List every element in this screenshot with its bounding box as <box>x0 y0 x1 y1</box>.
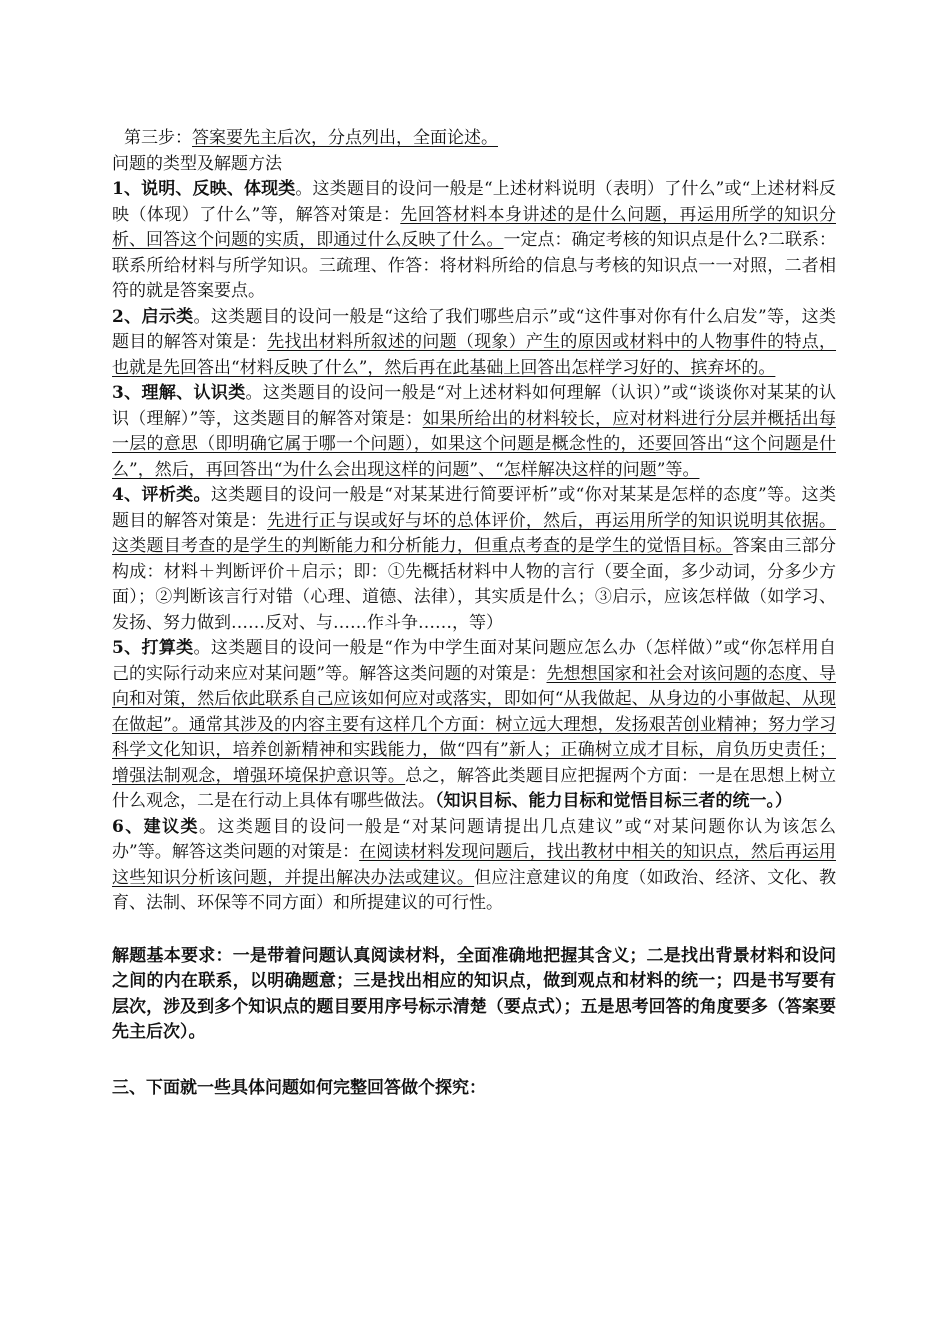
step-three-text: 答案要先主后次，分点列出，全面论述。 <box>192 128 498 148</box>
item-2-intro: 。这类题目的设问一般是“这给了我们哪些启示”或“这件事对你有什么启发”等，这类题目的解答对策是： <box>112 306 836 352</box>
item-6-paragraph <box>112 815 836 917</box>
item-3-paragraph <box>112 381 836 483</box>
item-2-title: 2、启示类 <box>112 306 194 327</box>
item-6-intro: 。这类题目的设问一般是“对某问题请提出几点建议”或“对某问题你认为该怎么办”等。解答这类问题的对策是： <box>112 816 836 862</box>
item-3-key: 如果所给出的材料较长，应对材料进行分层并概括出每一层的意思（即明确它属于哪一个问题），如果这个问题是概念性的，还要回答出“这个问题是什么”，然后，再回答出“为什么会出现这样的问题”、“怎样解决这样的问题”等。 <box>112 408 836 480</box>
item-6-tail: 但应注意建议的角度（如政治、经济、文化、教育、法制、环保等不同方面）和所提建议的可行性。 <box>112 867 837 913</box>
requirements-paragraph: 解题基本要求：一是带着问题认真阅读材料，全面准确地把握其含义；二是找出背景材料和设问之间的内在联系，以明确题意；三是找出相应的知识点，做到观点和材料的统一；四是书写要有层次，涉及到多个知识点的题目要用序号标示清楚（要点式）；五是思考回答的角度要多（答案要先主后次）。 <box>112 945 836 1042</box>
document-page <box>112 126 836 1101</box>
item-1-intro: 。这类题目的设问一般是“上述材料说明（表明）了什么”或“上述材料反映（体现）了什么”等，解答对策是： <box>112 179 836 225</box>
item-6-key: 在阅读材料发现问题后，找出教材中相关的知识点，然后再运用这些知识分析该问题，并提出解决办法或建议。 <box>112 842 836 888</box>
item-1-title: 1、说明、反映、体现类 <box>112 179 296 199</box>
part-three-heading: 三、下面就一些具体问题如何完整回答做个探究： <box>112 1077 486 1098</box>
item-5-tail: 总之，解答此类题目应把握两个方面：一是在思想上树立什么观念，二是在行动上具体有哪些做法。 <box>112 765 837 811</box>
item-2-paragraph <box>112 305 836 382</box>
item-4-title: 4、评析类。 <box>112 485 211 505</box>
item-4-paragraph <box>112 483 836 636</box>
section-heading: 问题的类型及解题方法 <box>112 153 282 174</box>
item-5-intro: 。这类题目的设问一般是“作为中学生面对某问题应怎么办（怎样做）”或“你怎样用自己的实际行动来应对某问题”等。解答这类问题的对策是： <box>112 638 836 684</box>
item-3-title: 3、理解、认识类 <box>112 383 246 403</box>
item-5-key: 先想想国家和社会对该问题的态度、导向和对策，然后依此联系自己应该如何应对或落实，即如何“从我做起、从身边的小事做起、从现在做起”。通常其涉及的内容主要有这样几个方面：树立远大理想，发扬艰苦创业精神；努力学习科学文化知识，培养创新精神和实践能力，做“四有”新人；正确树立成才目标，肩负历史责任；增强法制观念，增强环境保护意识等。 <box>112 663 836 786</box>
item-4-key: 先进行正与误或好与坏的总体评价，然后，再运用所学的知识说明其依据。这类题目考查的是学生的判断能力和分析能力，但重点考查的是学生的觉悟目标。 <box>112 510 837 556</box>
item-4-tail: 答案由三部分构成：材料＋判断评价＋启示；即：①先概括材料中人物的言行（要全面，多少动词，分多少方面）；②判断该言行对错（心理、道德、法律），其实质是什么；③启示，应该怎样做（如学习、发扬、努力做到……反对、与……作斗争……，等） <box>112 536 837 633</box>
item-5-title: 5、打算类 <box>112 638 194 658</box>
item-1-key: 先回答材料本身讲述的是什么问题，再运用所学的知识分析、回答这个问题的实质，即通过什么反映了什么。 <box>112 204 836 250</box>
step-three-label: 第三步： <box>124 128 192 148</box>
item-5-note: （知识目标、能力目标和觉悟目标三者的统一。） <box>435 791 792 811</box>
item-4-intro: 这类题目的设问一般是“对某某进行简要评析”或“你对某某是怎样的态度”等。这类题目的解答对策是： <box>112 485 836 531</box>
item-6-title: 6、建议类 <box>112 816 199 837</box>
item-2-key: 先找出材料所叙述的问题（现象）产生的原因或材料中的人物事件的特点，也就是先回答出“材料反映了什么”，然后再在此基础上回答出怎样学习好的、摈弃坏的。 <box>112 332 837 378</box>
step-three-line <box>112 126 836 152</box>
item-1-paragraph <box>112 177 836 305</box>
item-1-tail: 一定点：确定考核的知识点是什么?二联系：联系所给材料与所学知识。三疏理、作答：将材料所给的信息与考核的知识点一一对照，二者相符的就是答案要点。 <box>112 230 836 301</box>
item-3-intro: 。这类题目的设问一般是“对上述材料如何理解（认识）”或“谈谈你对某某的认识（理解）”等，这类题目的解答对策是： <box>112 383 836 429</box>
item-5-paragraph <box>112 636 836 815</box>
